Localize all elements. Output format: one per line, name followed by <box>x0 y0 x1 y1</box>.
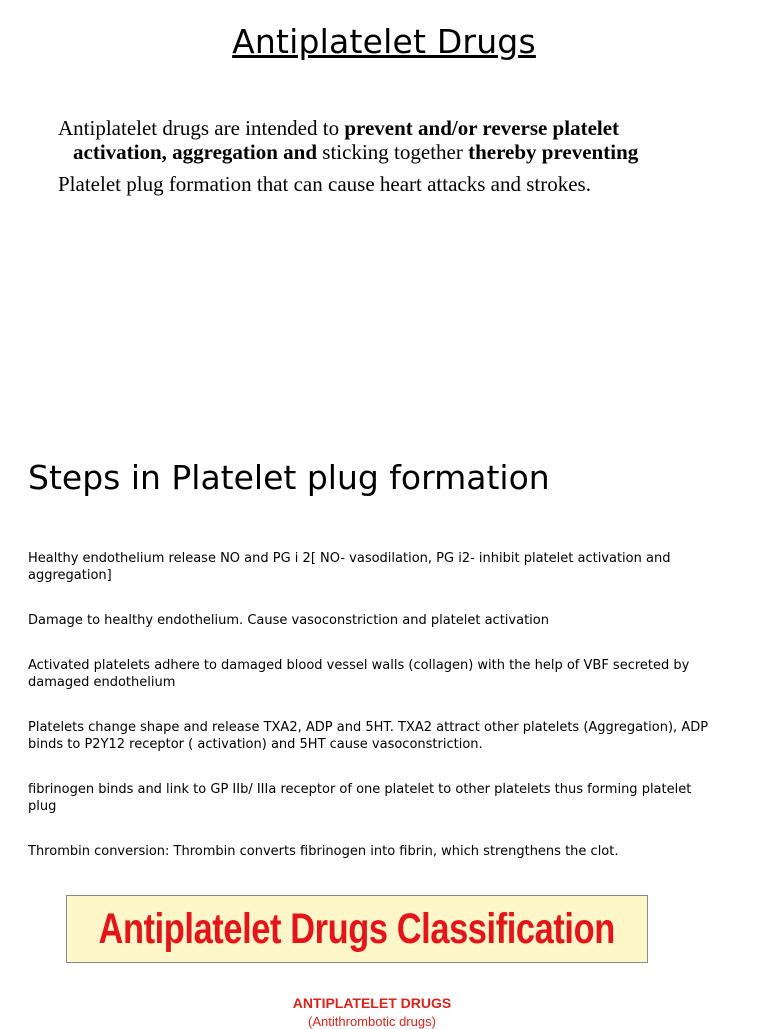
intro-bold-2: thereby preventing <box>468 140 639 164</box>
page-title: Antiplatelet Drugs <box>232 22 536 61</box>
step-item: Healthy endothelium release NO and PG i 2[ NO- vasodilation, PG i2- inhibit platelet activation and aggregation] <box>28 551 671 583</box>
steps-list <box>28 550 718 888</box>
step-item: Thrombin conversion: Thrombin converts fibrinogen into fibrin, which strengthens the clot. <box>28 844 619 859</box>
diagram-heading: ANTIPLATELET DRUGS <box>292 995 452 1011</box>
intro-paragraph-2: Platelet plug formation that can cause heart attacks and strokes. <box>58 172 591 196</box>
intro-paragraph <box>58 116 698 164</box>
classification-banner <box>66 895 648 963</box>
intro-text-1: Antiplatelet drugs are intended to <box>58 116 345 140</box>
banner-text: Antiplatelet Drugs Classification <box>98 904 616 953</box>
steps-heading: Steps in Platelet plug formation <box>28 458 550 497</box>
intro-section <box>58 116 698 196</box>
step-item: fibrinogen binds and link to GP IIb/ IIIa receptor of one platelet to other platelets thus forming platelet plug <box>28 782 692 814</box>
step-item: Platelets change shape and release TXA2, ADP and 5HT. TXA2 attract other platelets (Aggregation), ADP binds to P2Y12 receptor ( activation) and 5HT cause vasoconstriction. <box>28 720 709 752</box>
diagram-subheading: (Antithrombotic drugs) <box>308 1014 436 1029</box>
intro-text-2: sticking together <box>317 140 469 164</box>
step-item: Activated platelets adhere to damaged blood vessel walls (collagen) with the help of VBF secreted by damaged endothelium <box>28 658 690 690</box>
step-item: Damage to healthy endothelium. Cause vasoconstriction and platelet activation <box>28 613 549 628</box>
intro-bold-1: prevent and/or reverse platelet activation, aggregation and <box>73 116 620 164</box>
